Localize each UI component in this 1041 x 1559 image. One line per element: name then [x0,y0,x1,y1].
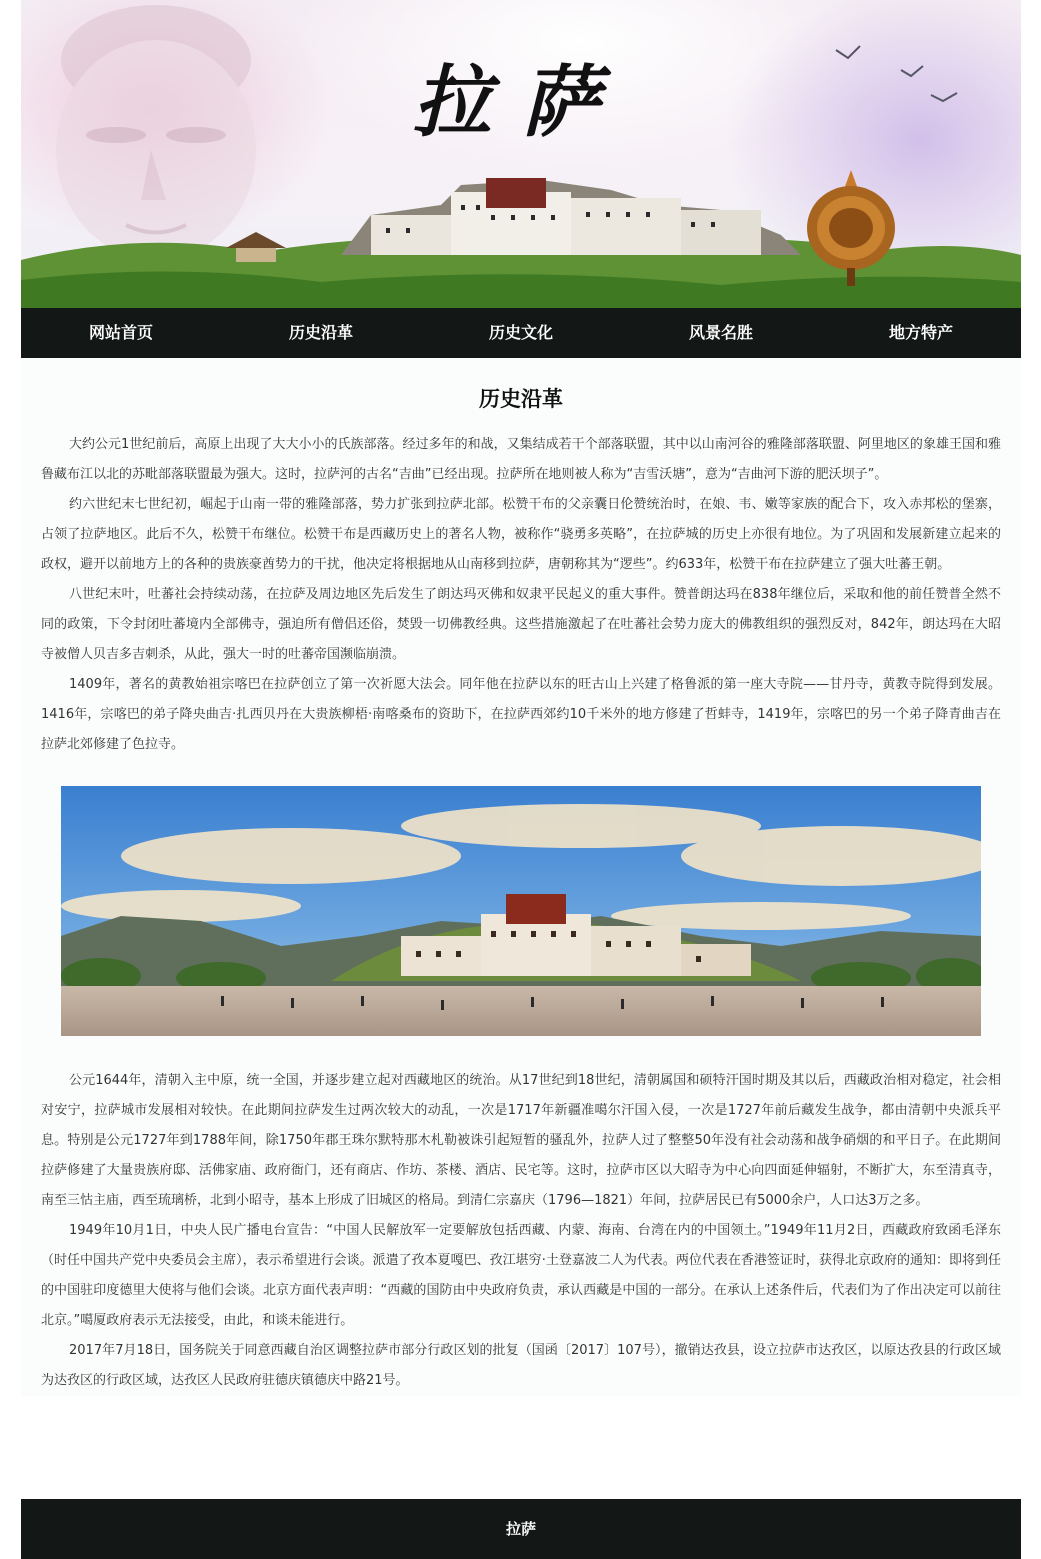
header-banner [21,0,1021,308]
potala-panorama-photo [61,786,981,1036]
main-content [21,358,1021,1396]
nav-item-specialties[interactable]: 地方特产 [888,323,953,342]
potala-palace-image [341,178,801,255]
nav-item-culture[interactable]: 历史文化 [488,323,553,342]
footer: 拉萨 [21,1499,1021,1559]
article-paragraph: 大约公元1世纪前后，高原上出现了大大小小的氏族部落。经过多年的和战，又集结成若干个部落联盟，其中以山南河谷的雅隆部落联盟、阿里地区的象雄王国和雅鲁藏布江以北的苏毗部落联盟最为强大。这时，拉萨河的古名“吉曲”已经出现。拉萨所在地则被人称为“吉雪沃塘”，意为“吉曲河下游的肥沃坝子”。 [41,437,1001,482]
article-paragraph: 1949年10月1日，中央人民广播电台宣告：“中国人民解放军一定要解放包括西藏、内蒙、海南、台湾在内的中国领土。”1949年11月2日，西藏政府致函毛泽东（时任中国共产党中央委员会主席），表示希望进行会谈。派遣了孜本夏嘎巴、孜江堪穷·土登嘉波二人为代表。两位代表在香港签证时，获得北京政府的通知：即将到任的中国驻印度德里大使将与他们会谈。北京方面代表声明：“西藏的国防由中央政府负责，承认西藏是中国的一部分。在承认上述条件后，代表们为了作出决定可以前往北京。”噶厦政府表示无法接受，由此，和谈未能进行。 [41,1223,1001,1328]
nav-item-history[interactable]: 历史沿革 [288,323,353,342]
article-paragraph: 八世纪末叶，吐蕃社会持续动荡，在拉萨及周边地区先后发生了朗达玛灭佛和奴隶平民起义的重大事件。赞普朗达玛在838年继位后，采取和他的前任赞普全然不同的政策，下令封闭吐蕃境内全部佛寺，强迫所有僧侣还俗，焚毁一切佛教经典。这些措施激起了在吐蕃社会势力庞大的佛教组织的强烈反对，842年，朗达玛在大昭寺被僧人贝吉多吉刺杀，从此，强大一时的吐蕃帝国濒临崩溃。 [41,587,1001,662]
banner-title: 拉萨 [412,57,629,148]
article-paragraph: 2017年7月18日，国务院关于同意西藏自治区调整拉萨市部分行政区划的批复（国函〔2017〕107号），撤销达孜县，设立拉萨市达孜区，以原达孜县的行政区域为达孜区的行政区域，达孜区人民政府驻德庆镇德庆中路21号。 [41,1343,1001,1388]
panorama-image [61,786,981,1036]
article-paragraph: 约六世纪末七世纪初，崛起于山南一带的雅隆部落，势力扩张到拉萨北部。松赞干布的父亲囊日伦赞统治时，在娘、韦、嫩等家族的配合下，攻入赤邦松的堡寨，占领了拉萨地区。此后不久，松赞干布继位。松赞干布是西藏历史上的著名人物，被称作“骁勇多英略”，在拉萨城的历史上亦很有地位。为了巩固和发展新建立起来的政权，避开以前地方上的各种的贵族豪酋势力的干扰，他决定将根据地从山南移到拉萨，唐朝称其为“逻些”。约633年，松赞干布在拉萨建立了强大吐蕃王朝。 [41,497,1001,572]
article-paragraph: 1409年，著名的黄教始祖宗喀巴在拉萨创立了第一次祈愿大法会。同年他在拉萨以东的旺古山上兴建了格鲁派的第一座大寺院——甘丹寺，黄教寺院得到发展。1416年，宗喀巴的弟子降央曲吉·扎西贝丹在大贵族柳梧·南喀桑布的资助下，在拉萨西郊约10千米外的地方修建了哲蚌寺，1419年，宗喀巴的另一个弟子降青曲吉在拉萨北郊修建了色拉寺。 [41,677,1001,752]
page-title: 历史沿革 [479,387,563,411]
nav-item-home[interactable]: 网站首页 [88,323,153,342]
nav-item-scenery[interactable]: 风景名胜 [688,323,753,342]
article-paragraph: 公元1644年，清朝入主中原，统一全国，并逐步建立起对西藏地区的统治。从17世纪到18世纪，清朝属国和硕特汗国时期及其以后，西藏政治相对稳定，社会相对安宁，拉萨城市发展相对较快。在此期间拉萨发生过两次较大的动乱，一次是1717年新疆准噶尔汗国入侵，一次是1727年前后藏发生战争，都由清朝中央派兵平息。特别是公元1727年到1788年间，除1750年郡王珠尔默特那木札勒被诛引起短暂的骚乱外，拉萨人过了整整50年没有社会动荡和战争硝烟的和平日子。在此期间拉萨修建了大量贵族府邸、活佛家庙、政府衙门，还有商店、作坊、茶楼、酒店、民宅等。这时，拉萨市区以大昭寺为中心向四面延伸辐射，不断扩大，东至清真寺，南至三怙主庙，西至琉璃桥，北到小昭寺，基本上形成了旧城区的格局。到清仁宗嘉庆（1796—1821）年间，拉萨居民已有5000余户，人口达3万之多。 [41,1073,1001,1208]
main-nav [21,308,1021,358]
